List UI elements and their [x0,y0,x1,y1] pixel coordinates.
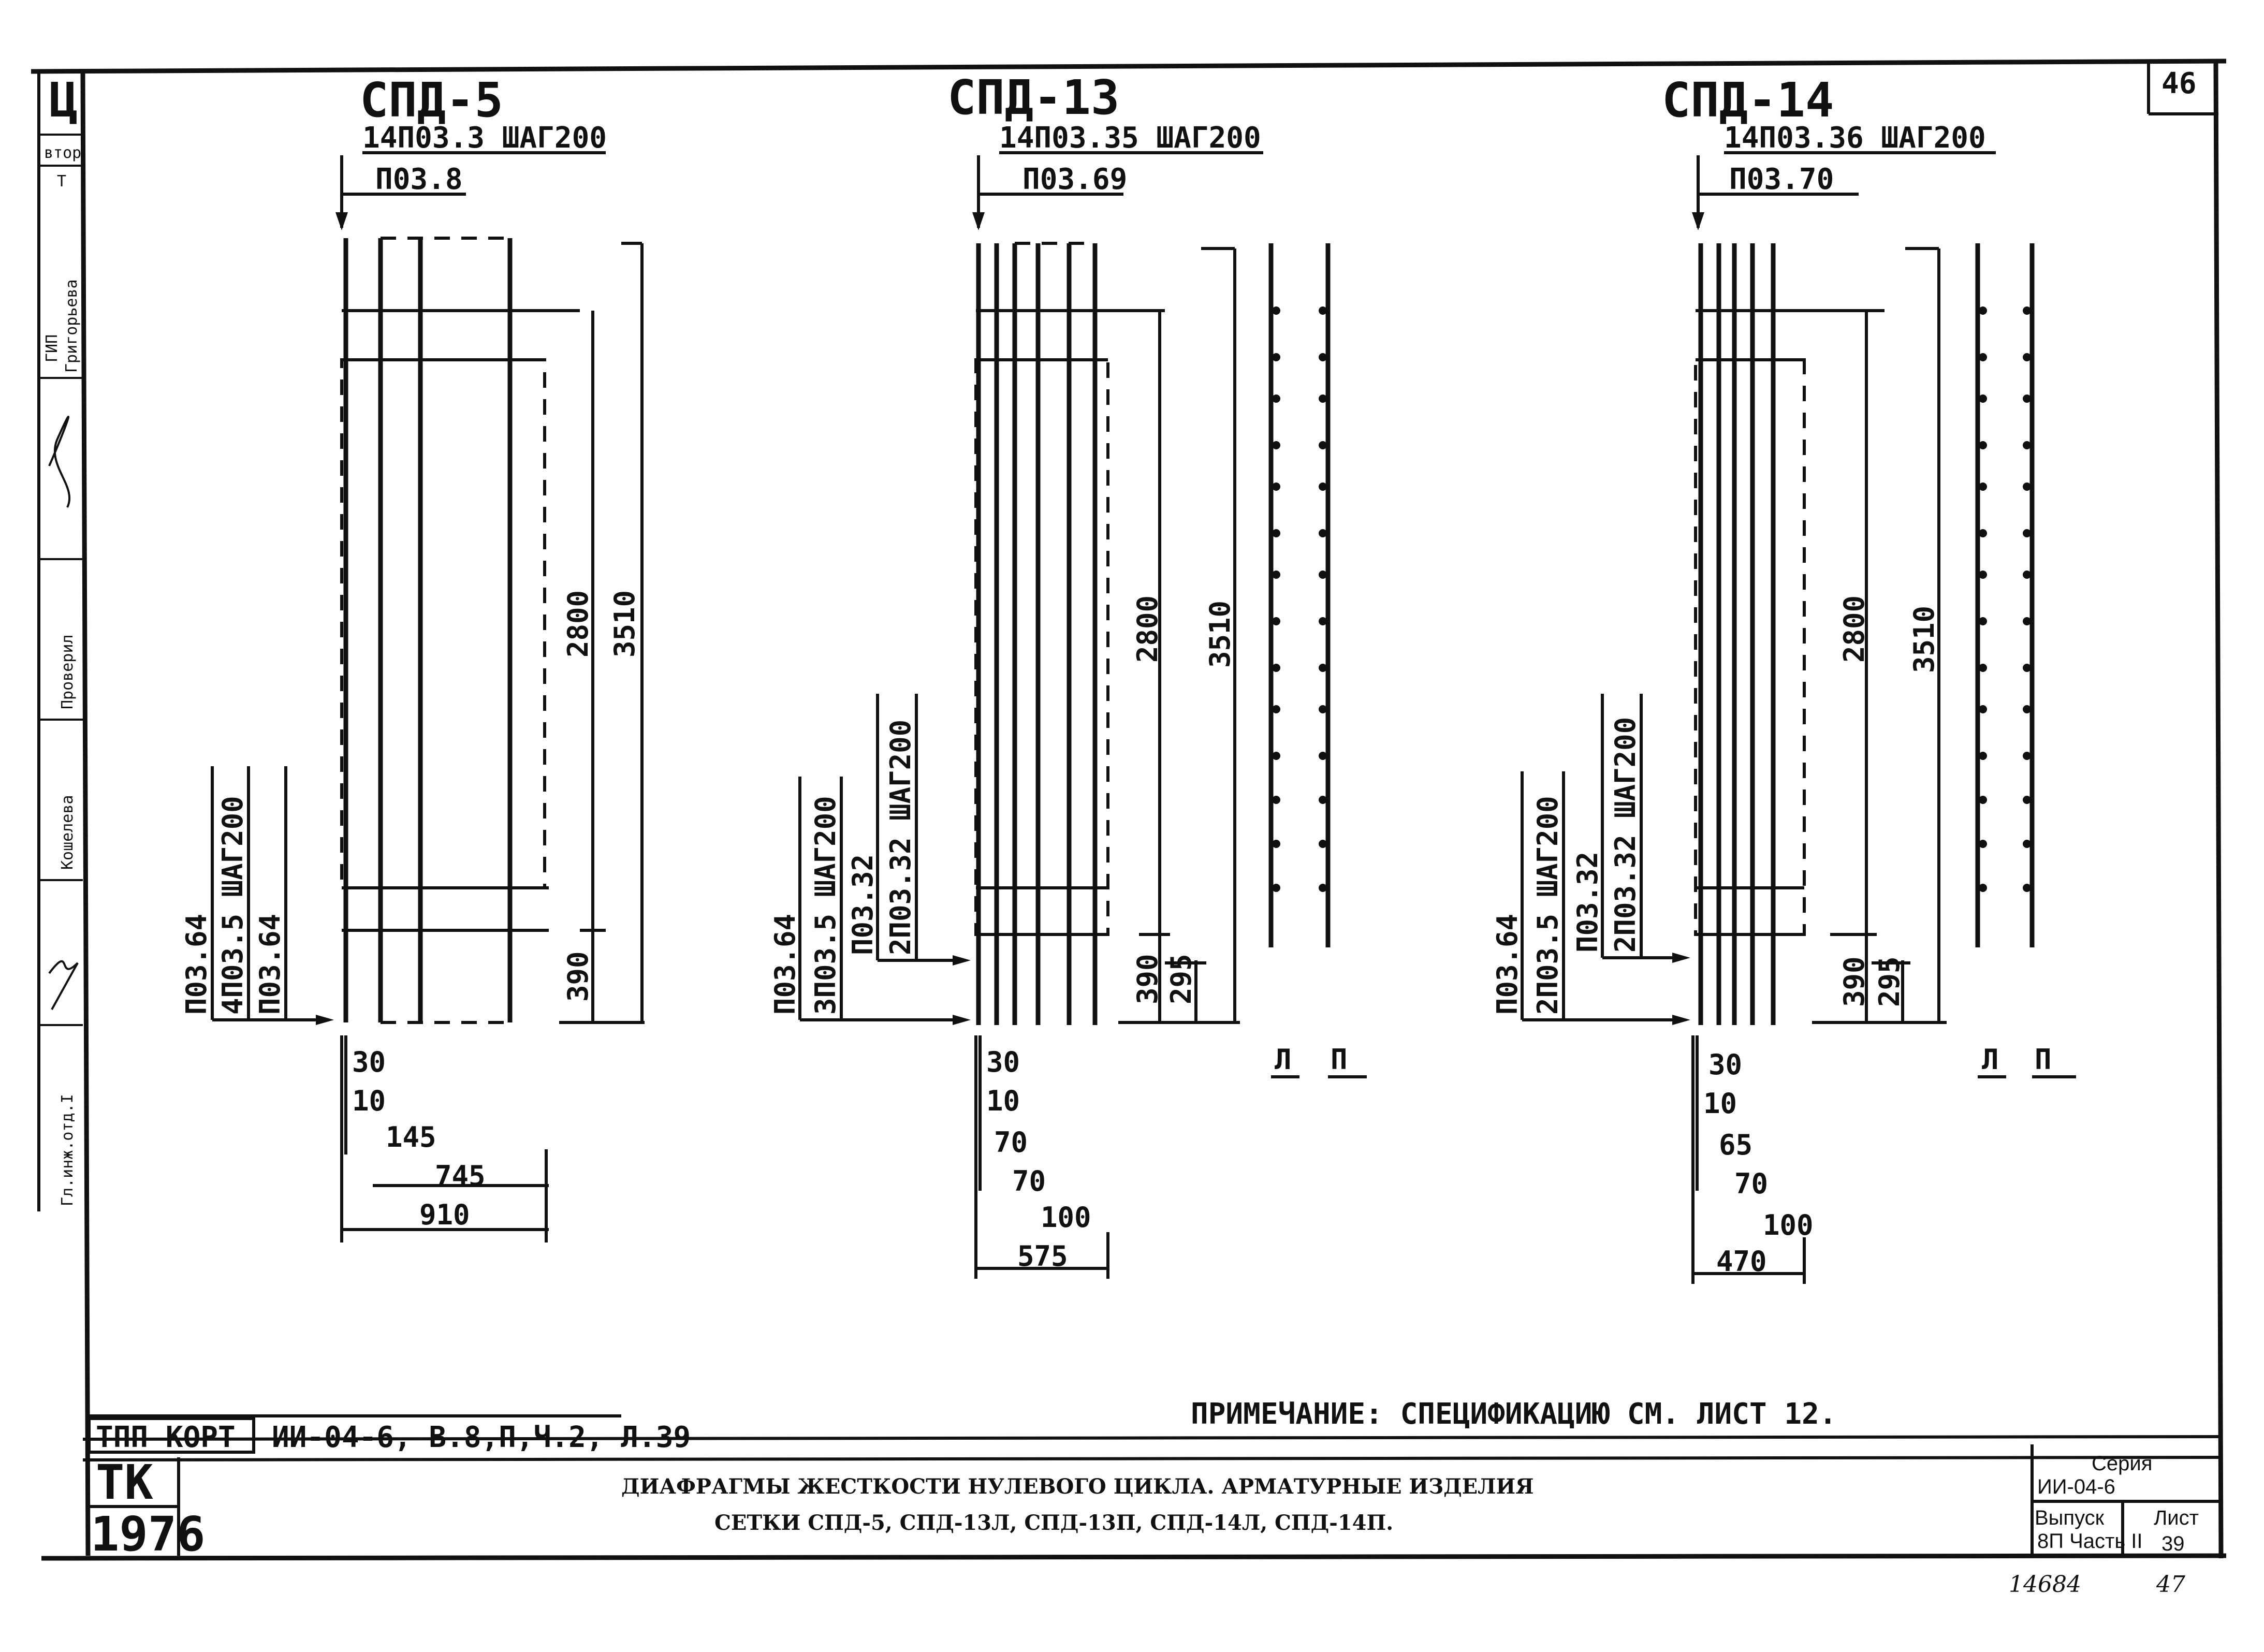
mesh-title: СПД-14 [1662,72,1834,128]
sheet-label: Лист [2154,1507,2199,1529]
mesh-title: СПД-13 [947,70,1120,125]
dim-low2: 295 [1165,954,1197,1004]
variant-left: Л [1275,1043,1292,1076]
dim-inner: 2800 [562,590,594,657]
bottom-dim-6: 575 [1017,1240,1068,1273]
dim-outer: 3510 [1204,600,1236,668]
side-label-3: П03.64 [254,913,286,1015]
side-label-2: 4П03.5 ШАГ200 [216,796,249,1015]
bottom-dim-4: 70 [1012,1165,1046,1197]
corner-letter: Ц [49,72,78,128]
side-label-4: 2П03.32 ШАГ200 [1609,717,1642,953]
bottom-dim-4: 70 [1734,1167,1769,1200]
year: 1976 [91,1507,206,1562]
sub-callout: П03.70 [1729,163,1834,196]
issue-sub: 8П Часть II [2037,1530,2143,1553]
reference: ИИ-04-6, В.8,П,Ч.2, Л.39 [272,1421,691,1454]
signature-1 [49,417,69,507]
handwritten-number: 47 [2156,1571,2185,1598]
bottom-dim-1: 30 [986,1046,1020,1078]
handwritten-inventory: 14684 [2009,1571,2081,1598]
sub-callout: П03.69 [1023,163,1128,196]
top-callout: 14П03.3 ШАГ200 [362,121,607,155]
bottom-dim-5: 910 [419,1198,470,1231]
top-callout: 14П03.35 ШАГ200 [999,121,1261,155]
tpp-label: ТПП КОРТ [96,1421,236,1454]
title-block [91,1452,2199,1562]
series-label: Серия [2092,1452,2153,1475]
title-line-2: СЕТКИ СПД-5, СПД-13Л, СПД-13П, СПД-14Л, СПД-14П. [714,1511,1394,1535]
stamp-gip: ГИП [43,334,61,362]
variant-right: П [1331,1043,1348,1076]
side-label-3: П03.32 [846,854,879,955]
bottom-dim-2: 10 [986,1085,1020,1117]
bottom-dim-1: 30 [352,1046,386,1078]
bottom-dim-3: 65 [1719,1129,1753,1161]
stamp-grigorieva: Григорьева [63,279,81,373]
stamp-t: Т [57,172,67,191]
side-label-1: П03.64 [769,913,801,1015]
variant-left: Л [1982,1043,1999,1076]
side-label-3: П03.32 [1571,851,1604,953]
dim-low: 390 [562,951,594,1002]
dim-low: 390 [1131,954,1164,1004]
dim-inner: 2800 [1131,595,1164,663]
bottom-dim-3: 145 [386,1121,436,1153]
stamp-gl-inzh: Гл.инж.отд.I [59,1094,77,1206]
side-label-1: П03.64 [1491,913,1524,1015]
dim-outer: 3510 [1908,605,1940,673]
stamp-proveril: Проверил [59,634,77,709]
page-number: 46 [2161,67,2197,100]
dim-inner: 2800 [1838,595,1871,663]
stamp-avtor: втор [44,144,82,162]
mesh-spd-5 [180,72,645,1242]
bottom-dim-5: 100 [1041,1201,1091,1234]
side-stamp [39,72,83,1206]
bottom-dim-2: 10 [1703,1087,1737,1120]
bottom-dim-3: 70 [994,1126,1028,1159]
note: ПРИМЕЧАНИЕ: СПЕЦИФИКАЦИЮ СМ. ЛИСТ 12. [1191,1397,1837,1431]
dim-low2: 295 [1873,956,1906,1007]
side-label-2: 3П03.5 ШАГ200 [809,796,842,1015]
mesh-title: СПД-5 [360,72,503,128]
bottom-dim-4: 745 [435,1160,486,1192]
bottom-dim-2: 10 [352,1085,386,1117]
tk-label: ТК [96,1455,153,1510]
mesh-spd-13 [769,70,1367,1279]
title-line-1: ДИАФРАГМЫ ЖЕСТКОСТИ НУЛЕВОГО ЦИКЛА. АРМАТУРНЫЕ ИЗДЕЛИЯ [621,1474,1534,1499]
dim-outer: 3510 [608,590,641,657]
side-label-1: П03.64 [180,913,213,1015]
mesh-spd-14 [1491,72,2076,1284]
series-value: ИИ-04-6 [2037,1475,2115,1498]
bottom-dim-1: 30 [1708,1048,1743,1081]
stamp-kosheleva: Кошелева [59,795,77,870]
bottom-dim-5: 100 [1763,1209,1814,1241]
sub-callout: П03.8 [375,163,463,196]
bottom-dim-6: 470 [1716,1245,1767,1278]
dim-low: 390 [1838,956,1871,1007]
side-label-2: 2П03.5 ШАГ200 [1531,796,1564,1015]
issue-label: Выпуск [2035,1507,2105,1529]
signature-2 [49,961,78,1010]
side-label-4: 2П03.32 ШАГ200 [884,719,917,955]
sheet-frame [31,61,2226,1558]
variant-right: П [2035,1043,2052,1076]
top-callout: 14П03.36 ШАГ200 [1724,121,1986,155]
sheet-value: 39 [2161,1532,2185,1555]
